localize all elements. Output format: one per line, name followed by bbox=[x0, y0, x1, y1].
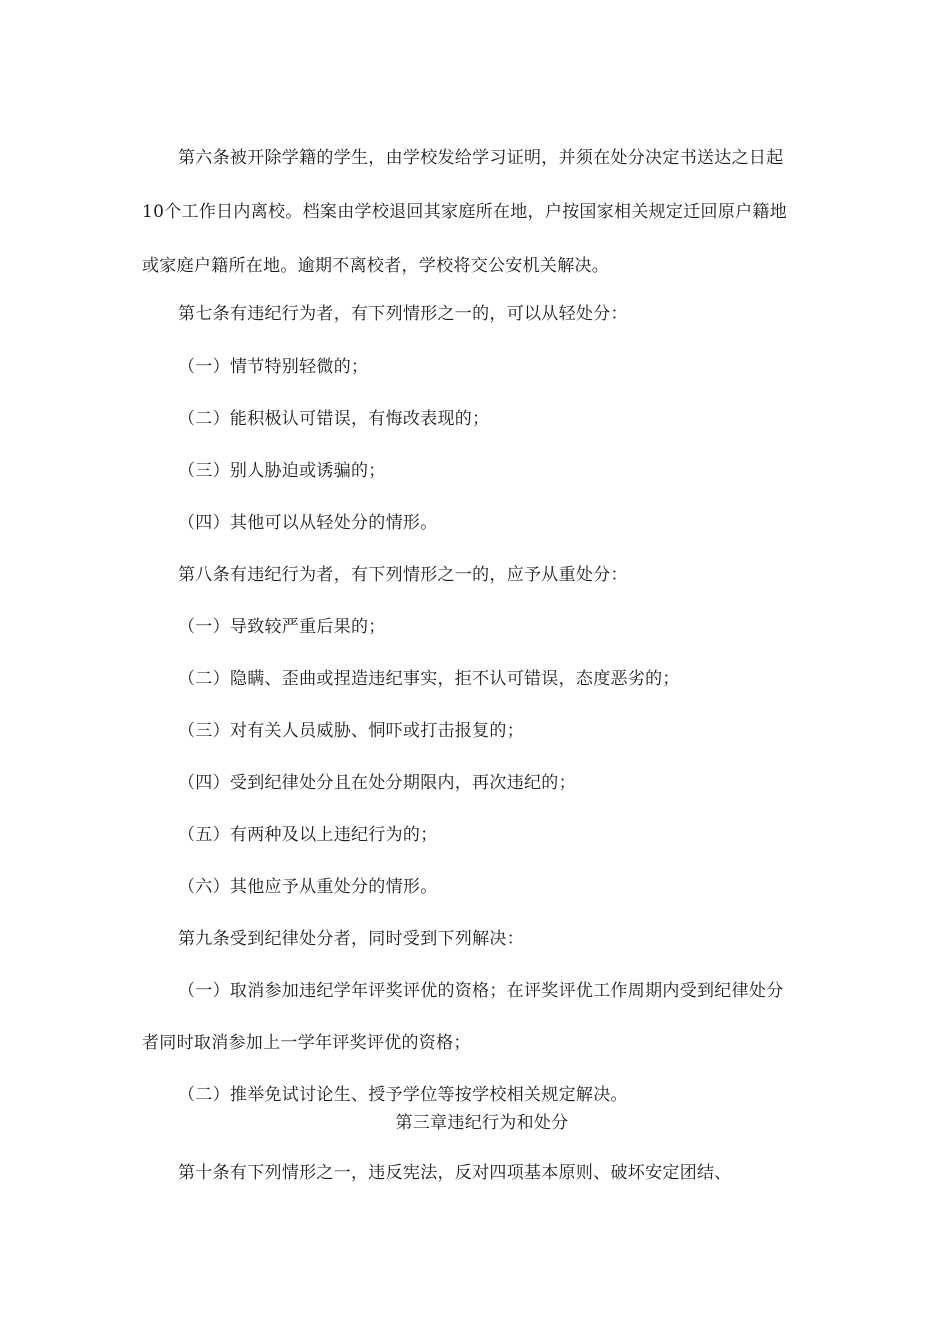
article-7-item-3: （三）别人胁迫或诱骗的； bbox=[178, 461, 386, 481]
article-8-item-1: （一）导致较严重后果的； bbox=[178, 617, 386, 637]
article-9-item-1-line-2: 者同时取消参加上一学年评奖评优的资格； bbox=[142, 1033, 471, 1053]
article-9-item-2: （二）推举免试讨论生、授予学位等按学校相关规定解决。 bbox=[178, 1085, 628, 1105]
article-7-item-4: （四）其他可以从轻处分的情形。 bbox=[178, 513, 438, 533]
article-9-item-1-line-1: （一）取消参加违纪学年评奖评优的资格；在评奖评优工作周期内受到纪律处分 bbox=[178, 981, 784, 1001]
chapter-3-title: 第三章违纪行为和处分 bbox=[395, 1113, 569, 1133]
article-7-item-1: （一）情节特别轻微的； bbox=[178, 357, 369, 377]
article-8-item-6: （六）其他应予从重处分的情形。 bbox=[178, 877, 438, 897]
article-6-line-2: 10个工作日内离校。档案由学校退回其家庭所在地，户按国家相关规定迁回原户籍地 bbox=[142, 202, 788, 222]
article-7-heading: 第七条有违纪行为者，有下列情形之一的，可以从轻处分： bbox=[178, 304, 628, 324]
article-8-item-5: （五）有两种及以上违纪行为的； bbox=[178, 825, 438, 845]
article-6-line-3: 或家庭户籍所在地。逾期不离校者，学校将交公安机关解决。 bbox=[142, 256, 610, 276]
article-6-line-1: 第六条被开除学籍的学生，由学校发给学习证明，并须在处分决定书送达之日起 bbox=[178, 148, 784, 168]
article-9-heading: 第九条受到纪律处分者，同时受到下列解决： bbox=[178, 929, 524, 949]
article-8-item-4: （四）受到纪律处分且在处分期限内，再次违纪的； bbox=[178, 773, 576, 793]
article-8-item-2: （二）隐瞒、歪曲或捏造违纪事实，拒不认可错误，态度恶劣的； bbox=[178, 669, 680, 689]
article-7-item-2: （二）能积极认可错误，有悔改表现的； bbox=[178, 409, 490, 429]
article-8-heading: 第八条有违纪行为者，有下列情形之一的，应予从重处分： bbox=[178, 565, 628, 585]
article-10-line-1: 第十条有下列情形之一，违反宪法，反对四项基本原则、破坏安定团结、 bbox=[178, 1163, 732, 1183]
article-8-item-3: （三）对有关人员威胁、恫吓或打击报复的； bbox=[178, 721, 524, 741]
